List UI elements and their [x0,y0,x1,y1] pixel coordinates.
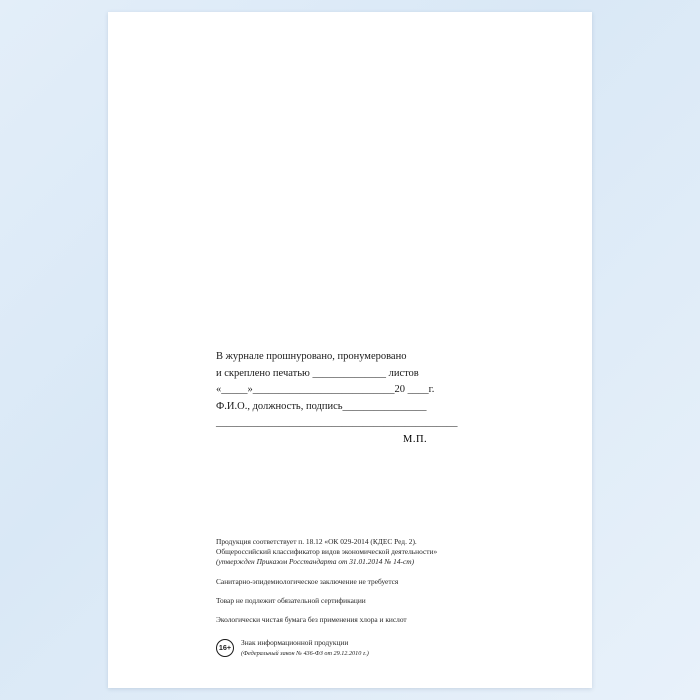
legal-classification-line-1: Продукция соответствует п. 18.12 «ОК 029-2014 (КДЕС Ред. 2). [216,537,417,546]
legal-paragraph-classification [216,537,546,568]
stamp-place-mark: М.П. [403,434,428,445]
certification-block [216,349,516,432]
legal-certification-notice: Товар не подлежит обязательной сертификации [216,595,366,605]
certification-blank-rule: ______________________________________________ [216,417,458,428]
legal-classification-line-3: (утвержден Приказом Росстандарта от 31.01.2014 № 14-ст) [216,557,415,567]
legal-classification-line-2: Общероссийский классификатор видов экономической деятельности» [216,547,438,557]
age-rating-badge-icon: 16+ [216,639,234,657]
document-page [108,12,592,688]
age-rating-text [241,638,369,659]
age-rating-law-reference: (Федеральный закон № 436-ФЗ от 29.12.2010 г.) [241,650,369,657]
certification-signature-line: Ф.И.О., должность, подпись________________ [216,400,427,412]
age-rating-label: Знак информационной продукции [241,638,349,647]
legal-eco-paper-notice: Экологически чистая бумага без применения хлора и кислот [216,615,407,625]
certification-line-2: и скреплено печатью ______________ листов [216,367,419,379]
certification-date-line: «_____»___________________________20 ____г. [216,384,435,395]
legal-notices-block [216,537,546,625]
age-rating-row [216,638,369,659]
certification-line-1: В журнале прошнуровано, пронумеровано [216,351,407,362]
legal-sanitary-notice: Санитарно-эпидемиологическое заключение не требуется [216,576,399,586]
